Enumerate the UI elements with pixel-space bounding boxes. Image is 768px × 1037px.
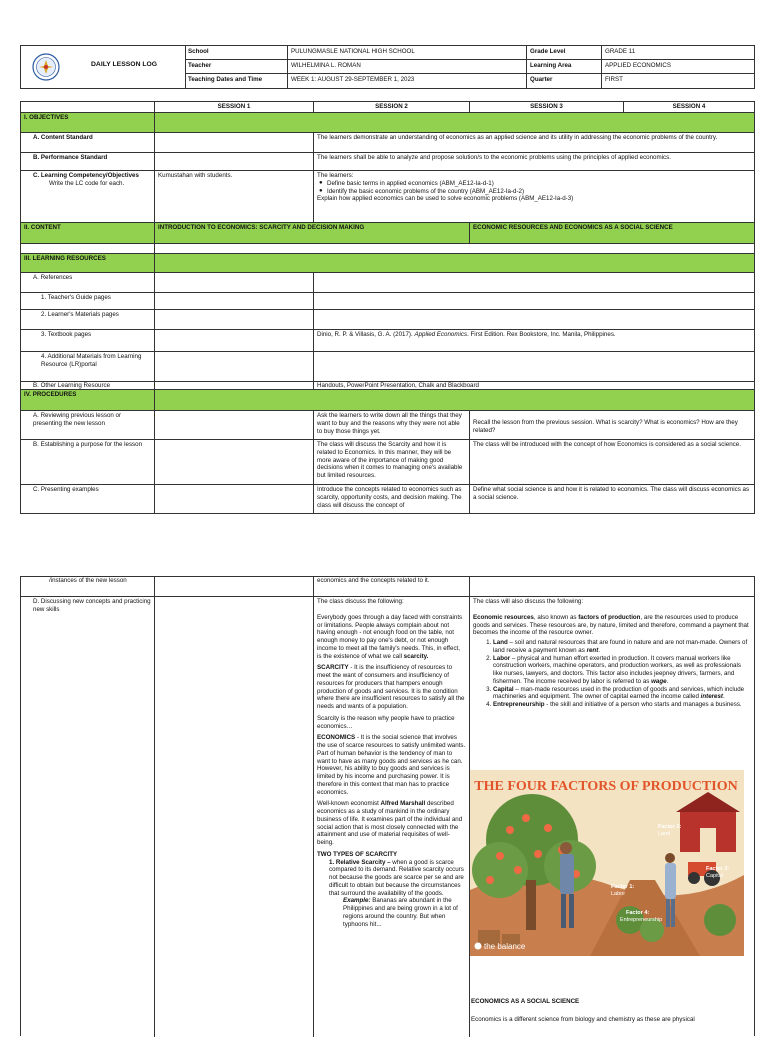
factor2-name: Land	[658, 831, 671, 837]
spacer-row	[21, 243, 754, 253]
marshall-pre: Well-known economist	[317, 800, 381, 808]
row-label: 2. Learner's Materials pages	[41, 311, 119, 318]
row-label: A. Reviewing previous lesson or presenting the new lesson	[33, 412, 122, 427]
relative-term: 1. Relative Scarcity –	[329, 858, 391, 866]
citation-title: Applied Economics	[414, 331, 468, 338]
other-resources-row	[21, 381, 754, 389]
factor-item	[493, 701, 751, 709]
factor-pay: interest	[700, 693, 723, 701]
section-content-row	[21, 222, 754, 243]
lc-label: C. Learning Competency/Objectives	[33, 172, 139, 179]
example	[317, 897, 466, 928]
section-objectives-row	[21, 112, 754, 132]
factor-item	[493, 686, 751, 702]
content-topic-1: INTRODUCTION TO ECONOMICS: SCARCITY AND DECISION MAKING	[154, 223, 469, 243]
header-label: Teaching Dates and Time	[185, 74, 288, 88]
factor-tail: .	[666, 677, 669, 685]
er-rest: , are the resources used to produce goods and services. These resources are, by nature, limited and therefore, command a payment that becomes the income of the resource owner.	[473, 613, 749, 637]
factor-pay: wage	[651, 677, 667, 685]
performance-standard-text: The learners shall be able to analyze and propose solution/s to the economic problems using the principles of applied economics.	[313, 153, 754, 170]
lc-note: Write the LC code for each.	[49, 179, 125, 187]
references-row	[21, 272, 754, 292]
factor-def: – soil and natural resources that are found in nature and are not man-made. Owners of land receive a payment known as	[493, 639, 748, 654]
economic-resources-paragraph	[473, 614, 751, 637]
factors-list	[473, 639, 751, 709]
lc-intro: The learners:	[317, 172, 354, 179]
factor4-name: Entrepreneurship	[620, 917, 663, 923]
pd-intro: The class discuss the following:	[317, 598, 404, 605]
example-term: Example:	[343, 897, 371, 905]
factor3-label: Factor 3:	[706, 866, 730, 872]
four-factors-illustration	[470, 770, 744, 956]
scarcity-def: - It is the insufficiency of resources to meet the want of consumers and insufficiency of resources for producers that hampers enough production of goods and services. It is the condition where there are insufficient resources to satisfy all the needs and wants of a population.	[317, 664, 465, 710]
textbook-citation	[313, 330, 754, 351]
header-value: WILHELMINA L. ROMAN	[288, 60, 527, 74]
header-left	[21, 46, 186, 88]
factor-term: Capital	[493, 685, 514, 693]
tg-row	[21, 292, 754, 309]
content-standard-row	[21, 132, 754, 152]
procedure-a-row	[21, 410, 754, 439]
header-row	[185, 46, 754, 60]
header-label: Quarter	[527, 74, 602, 88]
factor-term: Entrepreneurship	[493, 701, 545, 708]
citation-authors: Dinio, R. P. & Villasis, G. A. (2017).	[317, 331, 415, 338]
procedure-c-row	[21, 484, 754, 513]
session-header: SESSION 2	[313, 102, 469, 112]
row-label: B. Other Learning Resource	[33, 382, 111, 389]
economics-definition	[317, 734, 466, 796]
row-label: A. Content Standard	[33, 134, 93, 141]
textbook-row	[21, 329, 754, 351]
marshall-post: described economics as a study of mankind in the ordinary business of life. It examines part of the individual and social action that is most closely connected with the attainment and use of material requisites of well-being.	[317, 800, 463, 846]
factor4-label: Factor 4:	[626, 910, 650, 916]
row-label: 3. Textbook pages	[41, 331, 92, 338]
er-term: Economic resources	[473, 613, 534, 621]
row-label: 1. Teacher's Guide pages	[41, 294, 111, 301]
scarcity-intro-text: Everybody goes through a day faced with constraints or limitations. People always complain about not having enough - not enough food on the table, not enough money to pay one's debt, or not enough income to meet all the family's needs. This, in effect, is the existence of what we call	[317, 613, 463, 660]
scarcity-definition	[317, 664, 466, 711]
factor3-name: Capital	[706, 873, 724, 879]
lc-item: ● Identify the basic economic problems of the country (ABM_AE12-Ia-d-2)	[327, 188, 751, 196]
header-value: APPLIED ECONOMICS	[605, 62, 672, 69]
factor1-name: Labor	[611, 891, 626, 897]
row-label: B. Establishing a purpose for the lesson	[33, 441, 143, 448]
four-factors-artwork	[470, 770, 744, 956]
section-heading: IV. PROCEDURES	[24, 391, 77, 398]
lc-session1: Kumustahan with students.	[154, 171, 313, 222]
row-label: A. References	[33, 274, 73, 281]
row-label: C. Presenting examples	[33, 486, 99, 493]
factor-def: - the skill and initiative of a person who starts and manages a business.	[544, 701, 742, 708]
procedure-c-s2: Introduce the concepts related to economics such as scarcity, opportunity costs, and decision making. The class will discuss the concept of	[313, 485, 469, 513]
marshall-paragraph	[317, 800, 466, 847]
procedure-b-row	[21, 439, 754, 484]
procedure-b-s2: The class will discuss the Scarcity and how it is related to Economics. In this manner, they will be more aware of the importance of making good decisions when it comes to managing one's available but limited resources.	[313, 440, 469, 484]
continued-row	[21, 577, 754, 596]
header-value: GRADE 11	[605, 48, 636, 55]
session-header: SESSION 4	[623, 102, 754, 112]
header-label: School	[185, 46, 288, 60]
section-heading: III. LEARNING RESOURCES	[24, 255, 106, 262]
factor-term: Labor	[493, 654, 511, 662]
lm-row	[21, 309, 754, 329]
session-header: SESSION 3	[469, 102, 623, 112]
continued-s2: economics and the concepts related to it.	[313, 577, 469, 596]
header-grid	[185, 46, 754, 88]
header-value: WEEK 1: AUGUST 29-SEPTEMBER 1, 2023	[288, 74, 527, 88]
relative-scarcity	[317, 859, 466, 898]
other-resources-text: Handouts, PowerPoint Presentation, Chalk and Blackboard	[313, 382, 754, 389]
session-header-row	[21, 102, 754, 112]
er-term2: factors of production	[578, 613, 641, 621]
er-mid: , also known as	[533, 613, 579, 621]
header-label: Teacher	[185, 60, 288, 74]
factor-def: – physical and human effort exerted in production. It covers manual workers like construction workers, machine operators, and production workers, as well as professionals like nurses, lawyers, and doctors. This factor also includes jeepney drivers, farmers, and fishermen. The income received by labor is referred to as	[493, 654, 741, 685]
procedure-c-s3: Define what social science is and how it is related to economics. The class will discuss economics as a social science.	[469, 485, 754, 513]
procedure-b-s3: The class will be introduced with the concept of how Economics is considered as a social science.	[469, 440, 754, 484]
performance-standard-row	[21, 152, 754, 170]
lesson-table	[20, 101, 755, 514]
pd3-intro: The class will also discuss the following:	[473, 598, 584, 605]
factor-tail: .	[723, 693, 725, 701]
doc-title: DAILY LESSON LOG	[91, 61, 158, 68]
illustration-title: THE FOUR FACTORS OF PRODUCTION	[474, 779, 738, 794]
ess-title: ECONOMICS AS A SOCIAL SCIENCE	[471, 998, 580, 1005]
ess-text: Economics is a different science from biology and chemistry as these are physical	[471, 1016, 695, 1023]
header-row	[185, 74, 754, 88]
economics-def: - It is the social science that involves the use of scarce resources to satisfy unlimited wants. Part of human behavior is the tendency of man to want to have as many goods and services as he can. However, his ability to buy goods and services is limited by his income and purchasing power. It is therefore in this context that man has to practice economics.	[317, 734, 466, 796]
learning-competency-row	[21, 170, 754, 222]
brand-logo-icon	[475, 943, 482, 950]
citation-rest: . First Edition. Rex Bookstore, Inc. Manila, Philippines.	[467, 331, 616, 338]
procedure-d-s2	[313, 597, 469, 1037]
factor-pay: rent	[586, 646, 599, 654]
lesson-log-header	[20, 45, 755, 89]
header-value: PULUNGMASLE NATIONAL HIGH SCHOOL	[288, 46, 527, 60]
row-label: 4. Additional Materials from Learning Resource (LR)portal	[41, 353, 142, 368]
lc-objectives	[313, 171, 754, 222]
content-standard-text: The learners demonstrate an understanding of economics as an applied science and its utility in addressing the economic problems of the country.	[313, 133, 754, 152]
factor-term: Land	[493, 639, 508, 646]
header-label: Grade Level	[527, 46, 602, 60]
marshall-name: Alfred Marshall	[380, 800, 426, 808]
row-label: /instances of the new lesson	[49, 577, 127, 584]
scarcity-word: scarcity.	[403, 652, 429, 660]
factor2-label: Factor 2:	[658, 824, 682, 830]
example-def: Bananas are abundant in the Philippines and are being grown in a lot of regions around the country. But when typhoons hit...	[343, 897, 458, 928]
relative-def: when a good is scarce compared to its demand. Relative scarcity occurs not because the goods are scarce per se and are difficult to obtain but because the circumstances that surround the availability of the goods.	[329, 858, 464, 897]
section-heading: I. OBJECTIVES	[24, 114, 69, 121]
section-resources-row	[21, 253, 754, 272]
factor-item	[493, 655, 751, 686]
section-procedures-row	[21, 389, 754, 410]
header-value: FIRST	[605, 76, 623, 83]
economics-term: ECONOMICS	[317, 734, 356, 742]
brand-name: the balance	[484, 942, 526, 951]
deped-seal-icon	[32, 53, 60, 81]
row-label	[21, 171, 154, 222]
factor-item	[493, 639, 751, 655]
scarcity-intro	[317, 614, 466, 661]
scarcity-reason: Scarcity is the reason why people have to practice economics…	[317, 714, 455, 730]
procedure-a-s3: Recall the lesson from the previous session. What is scarcity? What is economics? How are they related?	[469, 411, 754, 439]
content-topic-2: ECONOMIC RESOURCES AND ECONOMICS AS A SOCIAL SCIENCE	[469, 223, 754, 243]
row-label: B. Performance Standard	[33, 154, 108, 161]
procedure-a-s2: Ask the learners to write down all the things that they want to buy and the reasons why they were not able to buy those things yet.	[313, 411, 469, 439]
factor-tail: .	[598, 646, 600, 654]
header-row	[185, 60, 754, 74]
lc-item: ● Define basic terms in applied economics (ABM_AE12-Ia-d-1)	[327, 180, 751, 188]
factor-def: – man-made resources used in the production of goods and services, which include machineries and equipment. The owner of capital earned the income called	[493, 685, 745, 701]
row-label: D. Discussing new concepts and practicing new skills	[33, 598, 151, 613]
section-heading: II. CONTENT	[24, 224, 61, 231]
factor1-label: Factor 1:	[611, 884, 635, 890]
scarcity-term: SCARCITY	[317, 664, 349, 672]
header-label: Learning Area	[527, 60, 602, 74]
additional-materials-row	[21, 351, 754, 381]
types-title: TWO TYPES OF SCARCITY	[317, 850, 398, 858]
session-header: SESSION 1	[154, 102, 313, 112]
lc-explain: Explain how applied economics can be used to solve economic problems (ABM_AE12-Ia-d-3)	[317, 195, 574, 203]
